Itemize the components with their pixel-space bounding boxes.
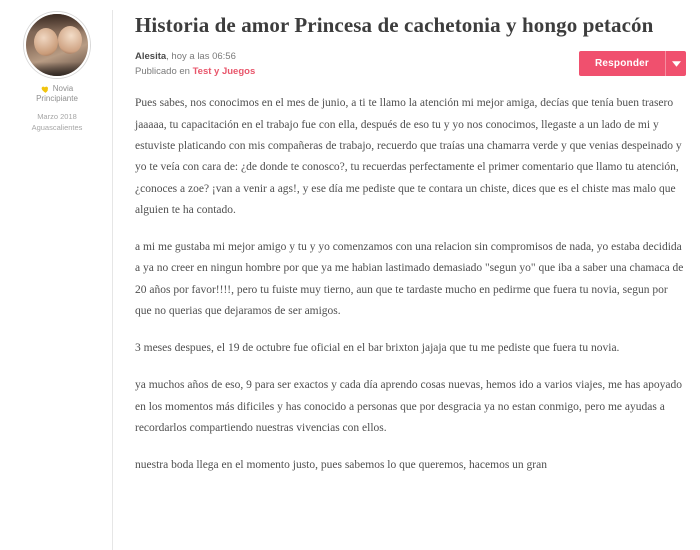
page-title: Historia de amor Princesa de cachetonia y hongo petacón bbox=[135, 13, 654, 37]
reply-dropdown-toggle[interactable] bbox=[665, 51, 686, 76]
post-paragraph: a mi me gustaba mi mejor amigo y tu y yo comenzamos con una relacion sin compromisos de nada, yo estaba decidida a ya no creer en ningun hombre por que ya me habian lastimado demasiado "segun yo" que iba a saber una chamaca de 20 años por favor!!!!, pero tu fuiste muy tierno, aun que te tardaste mucho en pedirme que fuera tu novia, segun por que no querias que dejaramos de ser amigos. bbox=[135, 241, 684, 317]
byline-author[interactable]: Alesita bbox=[135, 51, 167, 63]
avatar-shade-bottom bbox=[26, 62, 88, 76]
heart-icon bbox=[41, 85, 50, 94]
post-paragraph: Pues sabes, nos conocimos en el mes de junio, a ti te llamo la atención mi mejor amiga, decías que tenía buen trasero jaaaaa, tu capacitación en el trabajo fue con ella, después de eso tu y yo nos conocimos, llegaste a un lado de mi y estuviste platicando con mis compañeras de trabajo, recuerdo que traías una chamarra verde y que venias despeinado y yo te veía con cara de: ¿de donde te conosco?, tu recuerdas perfectamente el primer comentario que llamo tu atención, ¿conoces a zoe? ¡van a venir a ags!, y ese día me pediste que te contara un chiste, dices que es el chiste mas malo que alguien te ha contado. bbox=[135, 97, 682, 216]
author-rank-sublabel: Principiante bbox=[36, 94, 78, 104]
post-content bbox=[113, 8, 700, 550]
author-column bbox=[0, 8, 112, 550]
author-joined: Marzo 2018 bbox=[37, 112, 77, 122]
avatar-person-left bbox=[34, 28, 58, 56]
byline bbox=[135, 50, 255, 79]
post-paragraph: nuestra boda llega en el momento justo, pues sabemos lo que queremos, hacemos un gran bbox=[135, 459, 547, 472]
published-in-label: Publicado en bbox=[135, 65, 193, 77]
reply-button[interactable]: Responder bbox=[579, 51, 665, 76]
byline-timestamp: , hoy a las 06:56 bbox=[166, 51, 236, 63]
avatar[interactable] bbox=[24, 12, 90, 78]
avatar-person-right bbox=[58, 26, 82, 54]
author-location: Aguascalientes bbox=[31, 123, 83, 133]
author-rank-label: Novia bbox=[52, 84, 74, 93]
category-link[interactable]: Test y Juegos bbox=[192, 65, 256, 77]
author-rank bbox=[8, 84, 106, 94]
post-body bbox=[135, 93, 686, 476]
post-paragraph: ya muchos años de eso, 9 para ser exactos y cada día aprendo cosas nuevas, hemos ido a varios viajes, me has apoyado en los momentos más dificiles y has conocido a personas que por desgracia ya no estan conmigo, pero me ayudas a recordarlos compartiendo nuestras vivencias con ellos. bbox=[135, 379, 683, 434]
reply-button-group[interactable] bbox=[579, 51, 686, 76]
avatar-shade-top bbox=[26, 14, 88, 32]
byline-row bbox=[135, 50, 686, 79]
post-paragraph: 3 meses despues, el 19 de octubre fue oficial en el bar brixton jajaja que tu me pediste que fuera tu novia. bbox=[135, 342, 620, 355]
chevron-down-icon bbox=[672, 61, 681, 67]
